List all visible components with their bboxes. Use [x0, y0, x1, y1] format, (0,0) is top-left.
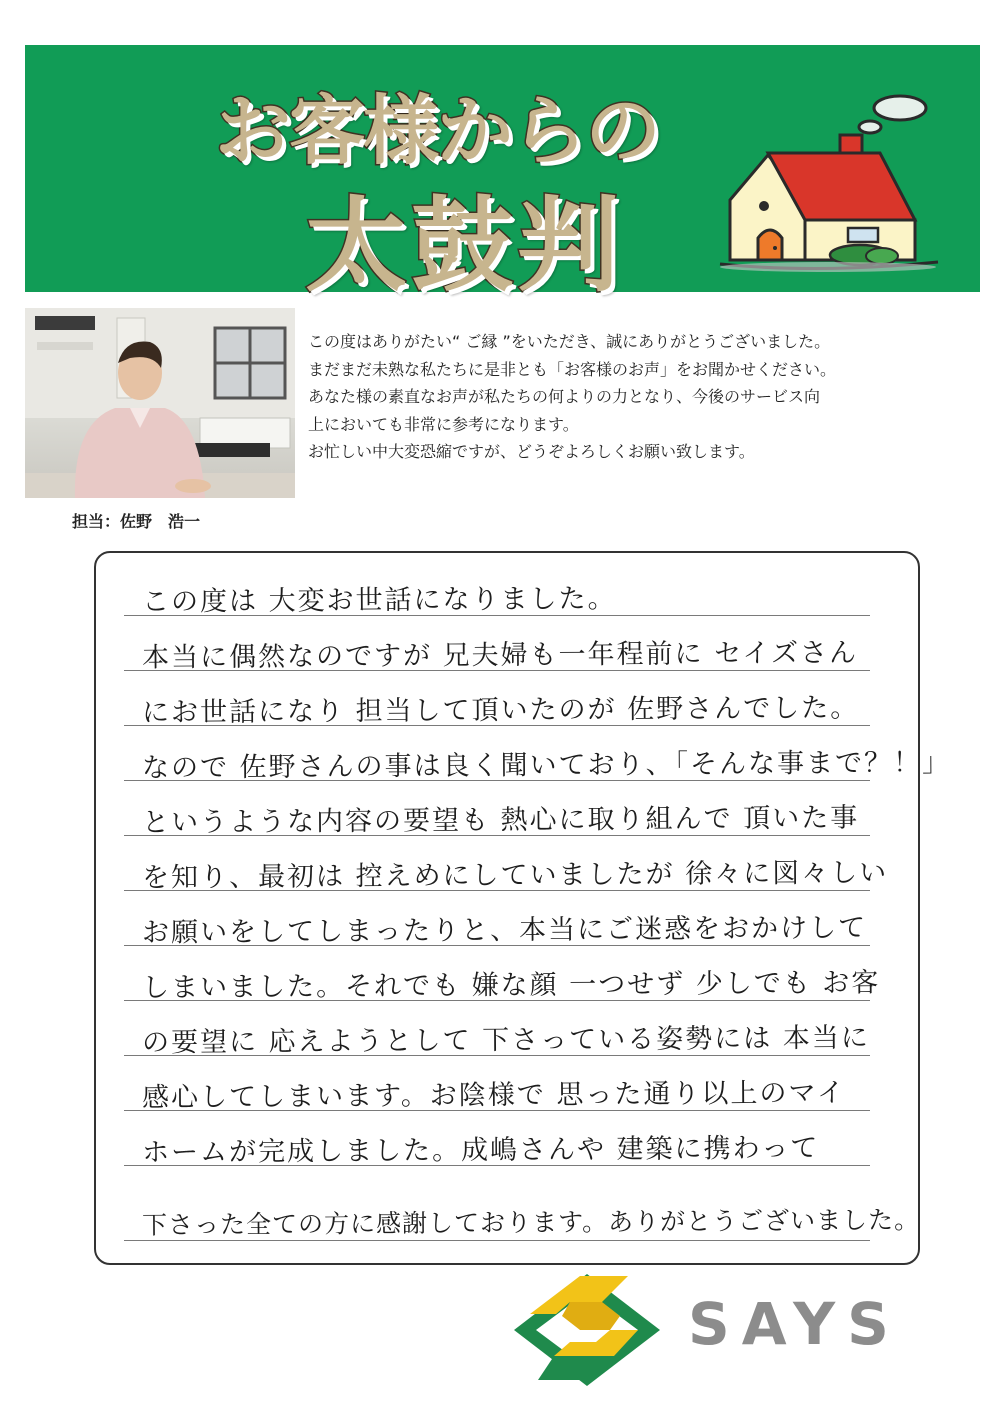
intro-line: 上においても非常に参考になります。 [308, 414, 579, 434]
says-logo-icon [510, 1268, 665, 1388]
letter-line: なので 佐野さんの事は良く聞いており、「そんな事まで？！」 [141, 747, 952, 784]
staff-caption: 担当：佐野 浩一 [72, 512, 201, 531]
letter-line: の要望に 応えようとして 下さっている姿勢には 本当に [141, 1022, 870, 1059]
letter-line: この度は 大変お世話になりました。 [141, 583, 617, 618]
letter-line: というような内容の要望も 熱心に取り組んで 頂いた事 [141, 802, 860, 839]
house-icon [700, 50, 955, 288]
letter-line: にお世話になり 担当して頂いたのが 佐野さんでした。 [141, 692, 860, 729]
title-line-1: お客様からの [215, 86, 659, 175]
letter-line: お願いをしてしまったりと、本当にご迷惑をおかけして [141, 912, 868, 949]
title-line-2: 太鼓判 [305, 187, 623, 306]
letter-line: 本当に偶然なのですが 兄夫婦も一年程前に セイズさん [141, 637, 859, 674]
letter-line: を知り、最初は 控えめにしていましたが 徐々に図々しい [141, 857, 889, 894]
intro-line: お忙しい中大変恐縮ですが、どうぞよろしくお願い致します。 [308, 442, 755, 461]
letter-line: 感心してしまいます。お陰様で 思った通り以上のマイ [141, 1077, 847, 1114]
intro-line: あなた様の素直なお声が私たちの何よりの力となり、今後のサービス向 [308, 387, 821, 406]
says-logo-text: SAYS [688, 1290, 901, 1358]
staff-photo [25, 308, 295, 498]
letter-line: しまいました。それでも 嫌な顔 一つせず 少しでも お客 [141, 967, 881, 1004]
letter-line: 下さった全ての方に感謝しております。ありがとうございました。 [141, 1205, 921, 1240]
staff-photo-illustration [25, 308, 295, 498]
intro-line: この度はありがたい“ ご縁 ”をいただき、誠にありがとうございました。 [308, 332, 831, 351]
intro-line: まだまだ未熟な私たちに是非とも「お客様のお声」をお聞かせください。 [308, 359, 837, 379]
intro-message [308, 328, 988, 466]
letter-line: ホームが完成しました。成嶋さんや 建築に携わって [141, 1132, 820, 1169]
